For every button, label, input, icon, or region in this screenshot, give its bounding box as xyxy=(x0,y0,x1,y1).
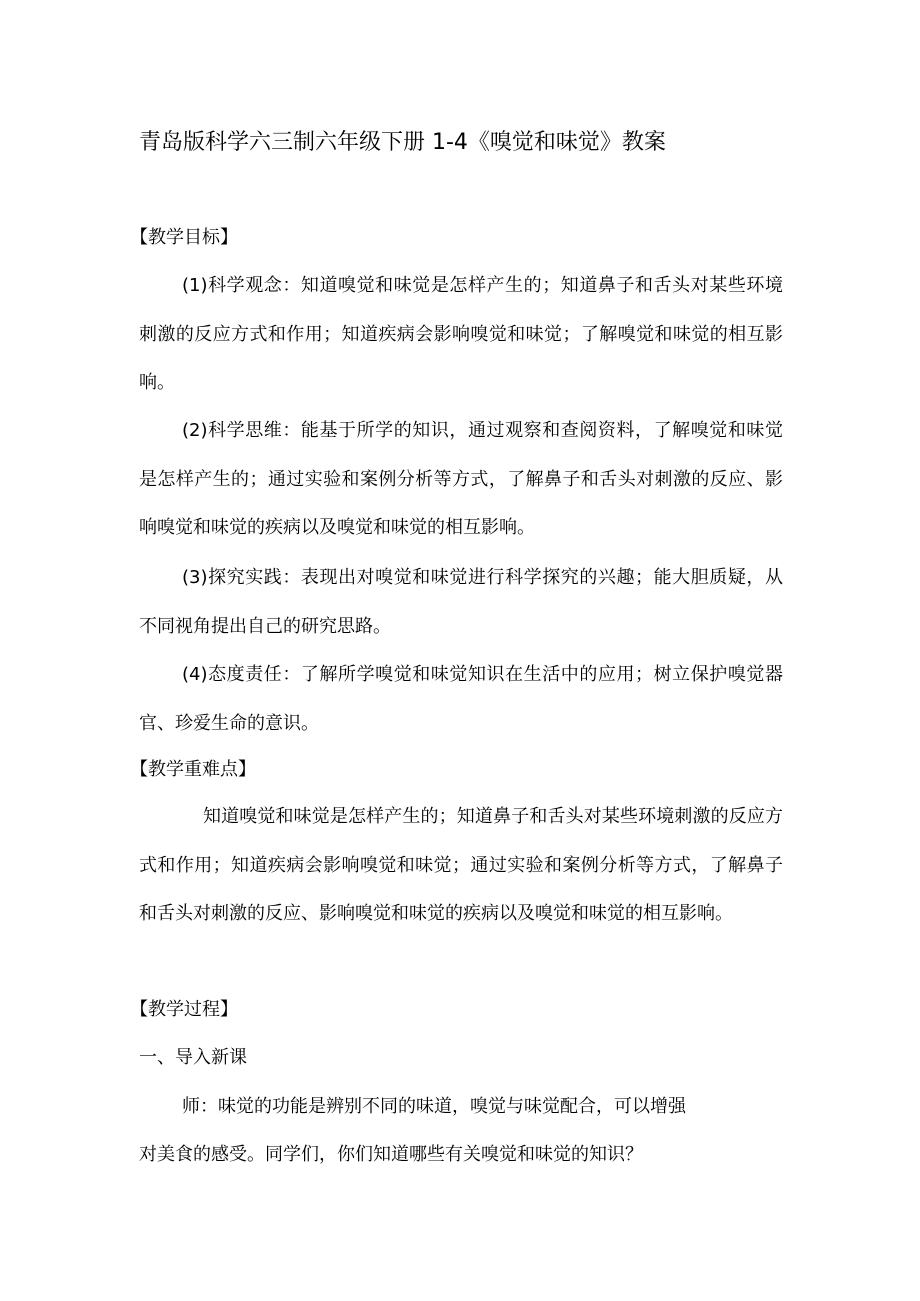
objective-text-2: 科学思维：能基于所学的知识，通过观察和查阅资料，了解嗅觉和味觉是怎样产生的；通过实验和案例分析等方式，了解鼻子和舌头对刺激的反应、影响嗅觉和味觉的疾病以及嗅觉和味觉的相互影响。 xyxy=(139,420,783,538)
section-heading-process: 【教学过程】 xyxy=(130,999,238,1020)
objective-paragraph-1 xyxy=(139,262,783,408)
section-heading-objectives: 【教学目标】 xyxy=(130,227,238,248)
document-title: 青岛版科学六三制六年级下册 1-4《嗅觉和味觉》教案 xyxy=(139,130,666,155)
step-heading-intro: 一、导入新课 xyxy=(139,1047,247,1068)
objective-number-3: (3) xyxy=(182,567,208,588)
teacher-line-1: 师：味觉的功能是辨别不同的味道，嗅觉与味觉配合，可以增强 xyxy=(182,1096,686,1117)
objective-text-3: 探究实践：表现出对嗅觉和味觉进行科学探究的兴趣；能大胆质疑，从不同视角提出自己的研究思路。 xyxy=(139,567,783,637)
objective-text-4: 态度责任：了解所学嗅觉和味觉知识在生活中的应用；树立保护嗅觉器官、珍爱生命的意识。 xyxy=(139,664,783,734)
teacher-line-2: 对美食的感受。同学们，你们知道哪些有关嗅觉和味觉的知识？ xyxy=(139,1144,643,1165)
objective-number-2: (2) xyxy=(182,420,208,441)
keypoints-paragraph: 知道嗅觉和味觉是怎样产生的；知道鼻子和舌头对某些环境刺激的反应方式和作用；知道疾病会影响嗅觉和味觉；通过实验和案例分析等方式，了解鼻子和舌头对刺激的反应、影响嗅觉和味觉的疾病以及嗅觉和味觉的相互影响。 xyxy=(139,806,783,924)
objective-paragraph-4 xyxy=(139,651,783,748)
objective-number-1: (1) xyxy=(182,275,208,296)
objective-paragraph-2 xyxy=(139,407,783,553)
objective-number-4: (4) xyxy=(182,664,208,685)
objective-text-1: 科学观念：知道嗅觉和味觉是怎样产生的；知道鼻子和舌头对某些环境刺激的反应方式和作用；知道疾病会影响嗅觉和味觉；了解嗅觉和味觉的相互影响。 xyxy=(139,275,783,393)
section-heading-keypoints: 【教学重难点】 xyxy=(130,759,256,780)
objective-paragraph-3 xyxy=(139,554,783,651)
